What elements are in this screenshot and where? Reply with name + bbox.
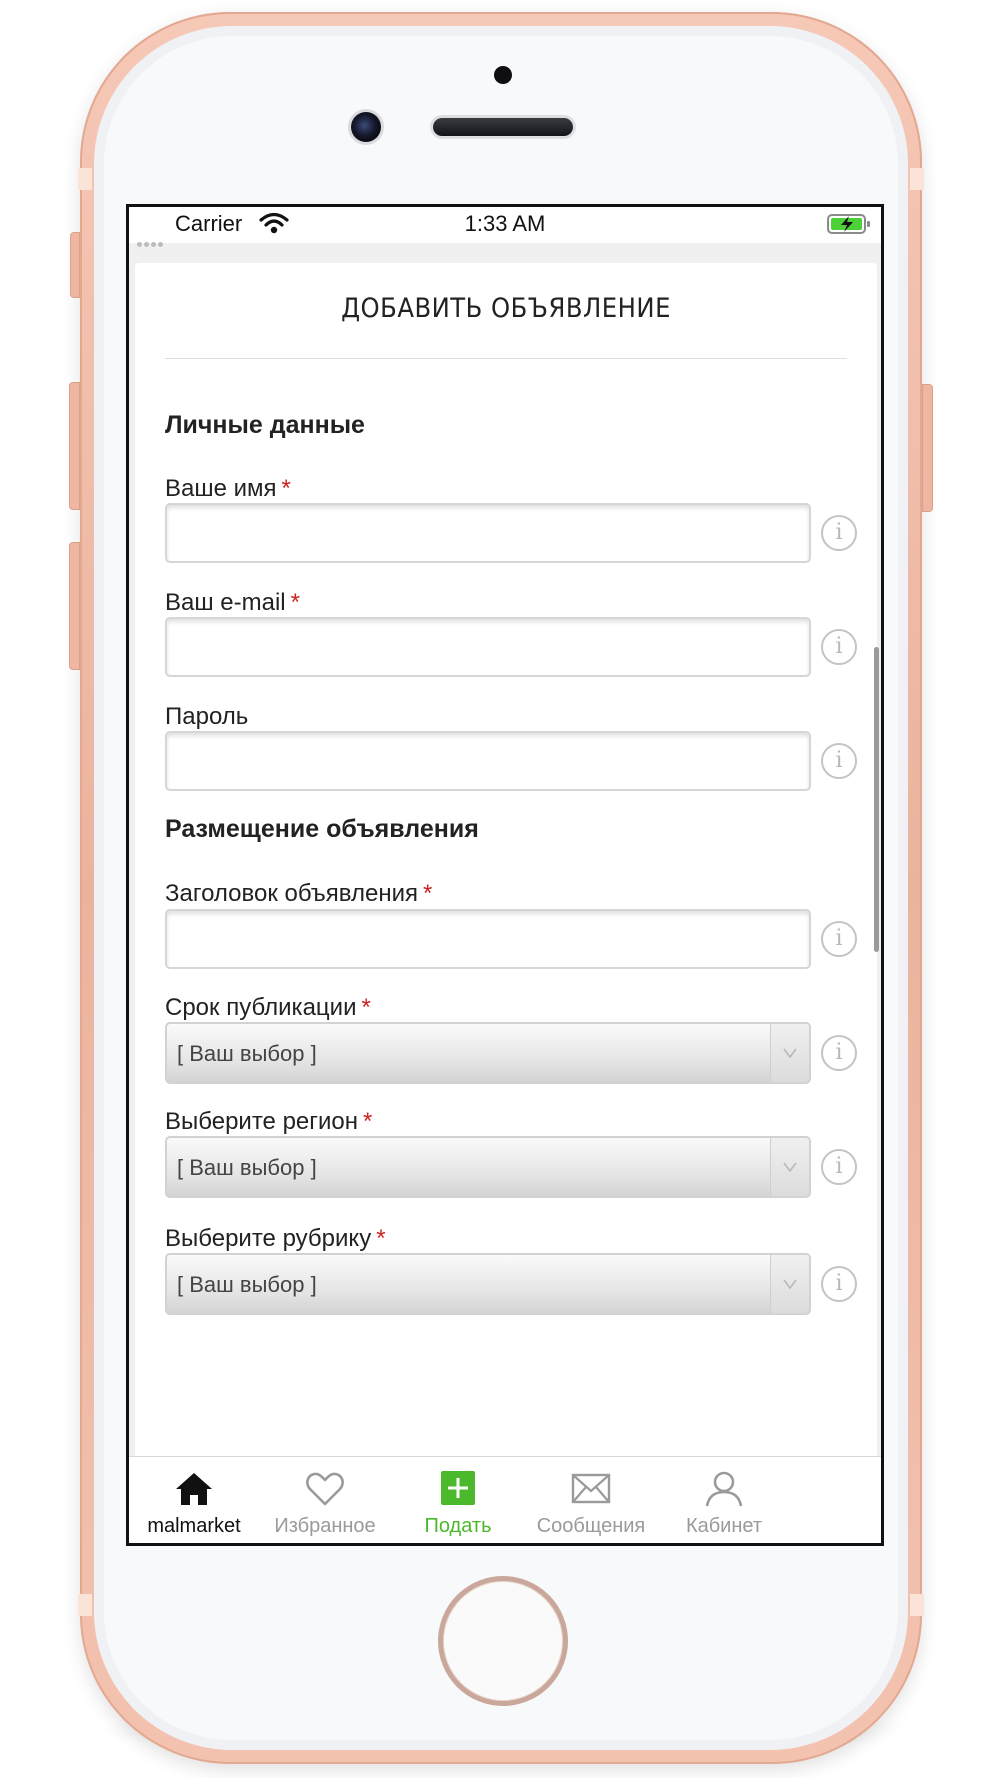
tab-messages-label: Сообщения [536, 1515, 646, 1537]
required-marker: * [290, 589, 300, 616]
required-marker: * [376, 1225, 386, 1252]
name-label: Ваше имя * [165, 475, 291, 502]
earpiece-speaker [433, 118, 573, 136]
user-icon [704, 1471, 744, 1507]
tab-account[interactable] [649, 1457, 799, 1543]
volume-down-button [69, 542, 80, 670]
email-label: Ваш e-mail * [165, 589, 300, 616]
page-title: ДОБАВИТЬ ОБЪЯВЛЕНИЕ [341, 293, 671, 324]
info-icon[interactable]: i [821, 743, 857, 779]
mute-switch [70, 232, 80, 298]
scrollbar[interactable] [874, 647, 879, 952]
add-listing-form [135, 263, 877, 1483]
tab-favorites-label: Избранное [274, 1515, 376, 1537]
chevron-down-icon[interactable] [770, 1138, 809, 1196]
envelope-icon [571, 1471, 611, 1507]
duration-label: Срок публикации * [165, 994, 371, 1021]
status-bar [129, 207, 881, 243]
duration-select-value: [ Ваш выбор ] [177, 1041, 317, 1066]
section-ad-placement: Размещение объявления [165, 815, 479, 843]
status-time: 1:33 AM [464, 211, 546, 236]
info-icon[interactable]: i [821, 921, 857, 957]
volume-up-button [69, 382, 80, 510]
info-icon[interactable]: i [821, 1149, 857, 1185]
power-button [922, 384, 933, 512]
duration-select[interactable] [165, 1022, 811, 1084]
password-input[interactable] [165, 731, 811, 791]
front-camera [351, 112, 381, 142]
tab-account-label: Кабинет [685, 1515, 763, 1537]
required-marker: * [281, 475, 291, 502]
plus-icon [438, 1471, 478, 1507]
section-personal-data: Личные данные [165, 411, 365, 439]
info-icon[interactable]: i [821, 1266, 857, 1302]
info-icon[interactable]: i [821, 515, 857, 551]
required-marker: * [363, 1108, 373, 1135]
screen [126, 204, 884, 1546]
password-label: Пароль [165, 703, 249, 730]
title-divider [165, 358, 847, 359]
info-icon[interactable]: i [821, 629, 857, 665]
antenna-line [910, 168, 924, 190]
carrier-name: Carrier [175, 211, 243, 236]
antenna-line [910, 1594, 924, 1616]
chevron-down-icon[interactable] [770, 1255, 809, 1313]
home-icon [174, 1471, 214, 1507]
required-marker: * [423, 880, 433, 907]
category-label: Выберите рубрику * [165, 1225, 386, 1252]
tab-home[interactable] [126, 1457, 269, 1543]
region-select[interactable] [165, 1136, 811, 1198]
name-input[interactable] [165, 503, 811, 563]
tab-post-ad[interactable] [383, 1457, 533, 1543]
tab-post-ad-label: Подать [424, 1515, 492, 1537]
proximity-sensor [494, 66, 512, 84]
tab-favorites[interactable] [250, 1457, 400, 1543]
heart-icon [305, 1471, 345, 1507]
tab-bar [129, 1456, 881, 1543]
region-label: Выберите регион * [165, 1108, 373, 1135]
ad-title-label: Заголовок объявления * [165, 880, 433, 907]
tab-home-label: malmarket [147, 1515, 241, 1537]
category-select[interactable] [165, 1253, 811, 1315]
category-select-value: [ Ваш выбор ] [177, 1272, 317, 1297]
antenna-line [78, 1594, 92, 1616]
chevron-down-icon[interactable] [770, 1024, 809, 1082]
region-select-value: [ Ваш выбор ] [177, 1155, 317, 1180]
battery-charging-icon [827, 213, 871, 235]
antenna-line [78, 168, 92, 190]
home-button[interactable] [438, 1576, 568, 1706]
required-marker: * [361, 994, 371, 1021]
tab-messages[interactable] [516, 1457, 666, 1543]
ad-title-input[interactable] [165, 909, 811, 969]
email-input[interactable] [165, 617, 811, 677]
info-icon[interactable]: i [821, 1035, 857, 1071]
